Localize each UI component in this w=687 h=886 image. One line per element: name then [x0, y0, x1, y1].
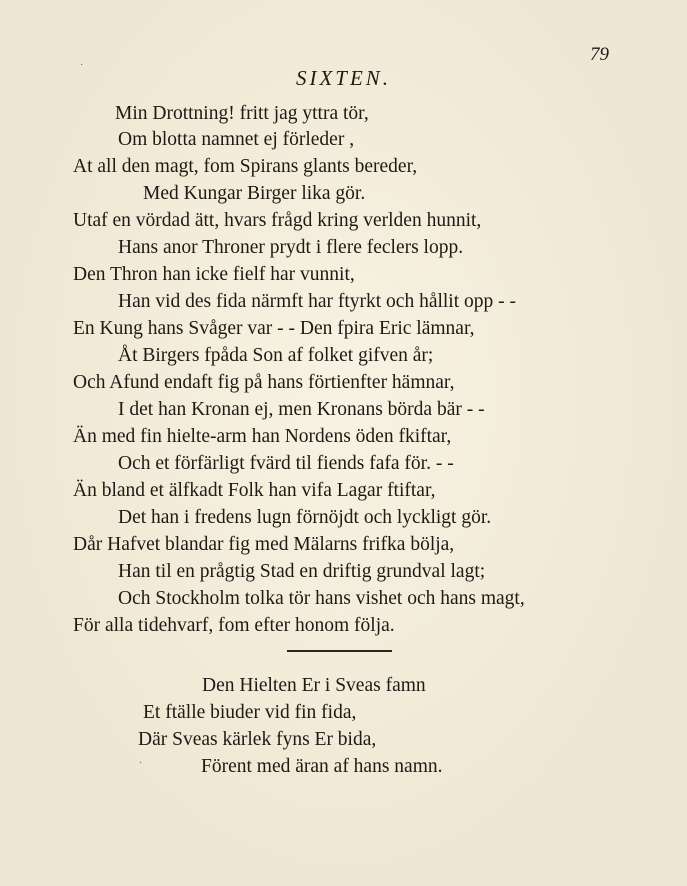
running-head: SIXTEN. — [295, 66, 392, 90]
verse-line: Min Drottning! fritt jag yttra tör, — [115, 103, 369, 124]
verse-line: Om blotta namnet ej förleder , — [118, 129, 355, 150]
verse-line: Hans anor Throner prydt i flere feclers lopp. — [118, 237, 464, 258]
verse-line: Det han i fredens lugn förnöjdt och lyckligt gör. — [118, 507, 492, 528]
verse-line: Den Thron han icke fielf har vunnit, — [73, 264, 355, 285]
verse-line: Än bland et älfkadt Folk han vifa Lagar ftiftar, — [73, 480, 436, 501]
page-number: 79 — [590, 44, 609, 65]
verse-line: Et ftälle biuder vid fin fida, — [143, 702, 357, 723]
verse-line: At all den magt, fom Spirans glants bereder, — [73, 156, 418, 177]
verse-line: Förent med äran af hans namn. — [201, 756, 443, 777]
verse-line: Åt Birgers fpåda Son af folket gifven år; — [118, 345, 434, 366]
paper-speck: · — [80, 60, 84, 71]
paper-speck: · — [139, 758, 143, 769]
verse-line: Där Sveas kärlek fyns Er bida, — [138, 729, 377, 750]
verse-line: I det han Kronan ej, men Kronans börda bär - - — [118, 399, 485, 420]
verse-line: Och Stockholm tolka tör hans vishet och hans magt, — [118, 588, 525, 609]
verse-line: Och Afund endaft fig på hans förtienfter hämnar, — [73, 372, 455, 393]
verse-line: Den Hielten Er i Sveas famn — [202, 675, 426, 696]
verse-line: Han vid des fida närmft har ftyrkt och hållit opp - - — [118, 291, 517, 312]
verse-line: Med Kungar Birger lika gör. — [143, 183, 366, 204]
verse-line: Dår Hafvet blandar fig med Mälarns frifka bölja, — [73, 534, 455, 555]
verse-line: Utaf en vördad ätt, hvars frågd kring verlden hunnit, — [73, 210, 482, 231]
verse-line: Och et förfärligt fvärd til fiends fafa för. - - — [118, 453, 454, 474]
verse-line: För alla tidehvarf, fom efter honom följa. — [73, 615, 395, 636]
section-divider — [287, 650, 392, 652]
verse-line: Än med fin hielte-arm han Nordens öden fkiftar, — [73, 426, 452, 447]
verse-line: En Kung hans Svåger var - - Den fpira Eric lämnar, — [73, 318, 475, 339]
verse-line: Han til en prågtig Stad en driftig grundval lagt; — [118, 561, 486, 582]
